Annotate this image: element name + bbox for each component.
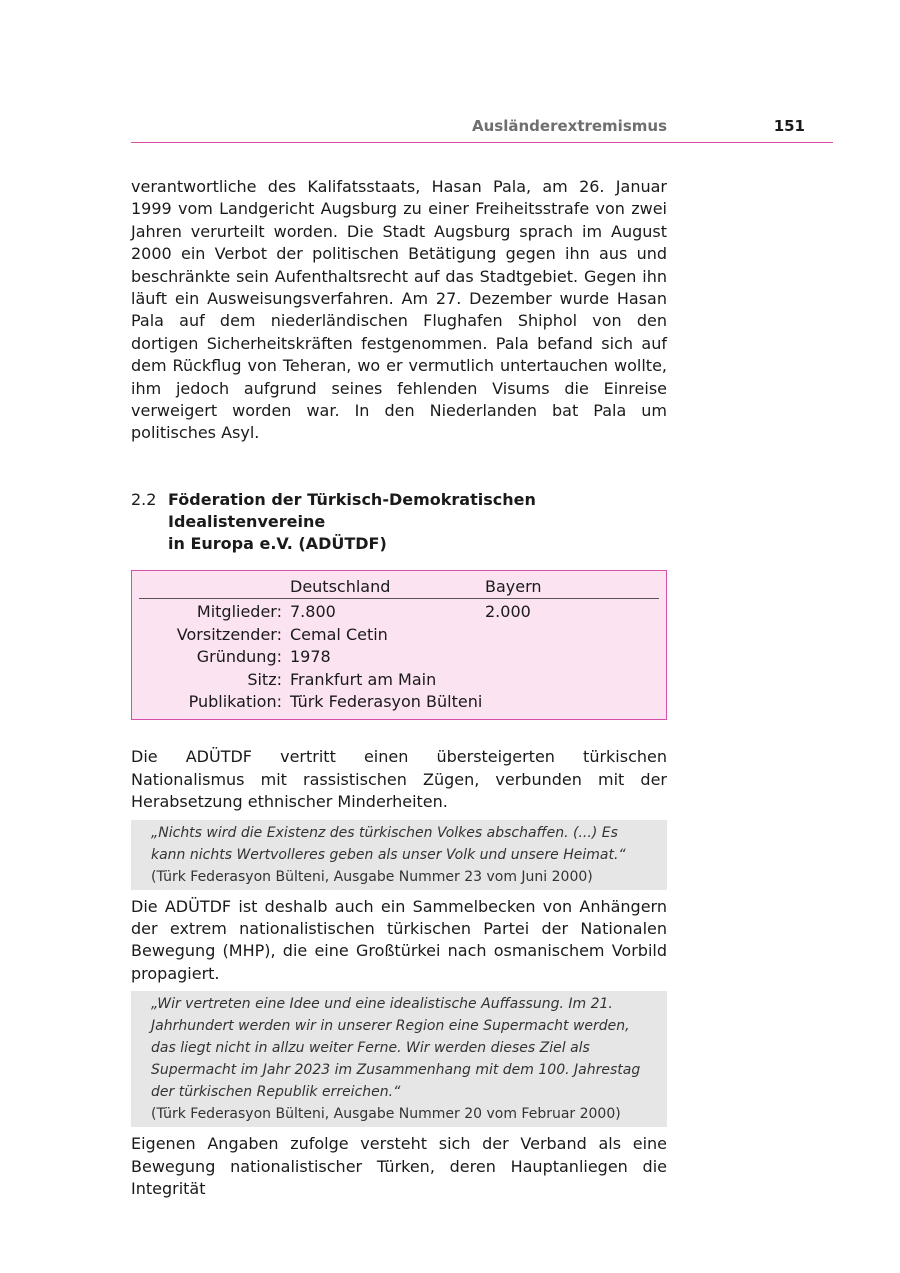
paragraph-kalifatsstaat: verantwortliche des Kalifatsstaats, Hasan Pala, am 26. Januar 1999 vom Landgericht Augsburg zu einer Freiheitsstrafe von zwei Jahren verurteilt worden. Die Stadt Augsburg sprach im August 2000 ein Verbot der politischen Betätigung gegen ihn aus und beschränkte sein Aufenthaltsrecht auf das Stadtgebiet. Gegen ihn läuft ein Ausweisungsverfahren. Am 27. Dezember wurde Hasan Pala auf dem niederländischen Flughafen Shiphol von den dortigen Sicherheitskräften festgenommen. Pala befand sich auf dem Rückflug von Teheran, wo er vermutlich untertauchen wollte, ihm jedoch aufgrund seines fehlenden Visums die Einreise verweigert worden war. In den Niederlanden bat Pala um politisches Asyl. (131, 177, 667, 443)
fact-value-deutschland: Cemal Cetin (290, 624, 388, 644)
fact-row-mitglieder (139, 601, 659, 623)
column-header-bayern: Bayern (485, 576, 542, 596)
fact-value-bayern: 2.000 (485, 602, 531, 622)
quote-box (131, 991, 667, 1127)
quote-text: „Nichts wird die Existenz des türkischen Volkes abschaffen. (...) Es kann nichts Wertvolleres geben als unser Volk und unsere Heimat.“ (151, 824, 626, 863)
paragraph-mhp: Die ADÜTDF ist deshalb auch ein Sammelbecken von Anhängern der extrem nationalistischen türkischen Partei der Nationalen Bewegung (MHP), die eine Großtürkei nach osmanischem Vorbild propagiert. (131, 896, 667, 983)
quote-source: (Türk Federasyon Bülteni, Ausgabe Nummer 23 vom Juni 2000) (151, 868, 593, 885)
page-number: 151 (773, 117, 805, 135)
fact-box-header-spacer (139, 576, 290, 598)
header-title: Ausländerextremismus (472, 117, 667, 135)
quote-text: „Wir vertreten eine Idee und eine idealistische Auffassung. Im 21. Jahrhundert werden wir in unserer Region eine Supermacht werden, das liegt nicht in allzu weiter Ferne. Wir werden dieses Ziel als Supermacht im Jahr 2023 im Zusammenhang mit dem 100. Jahrestag der türkischen Republik erreichen.“ (151, 996, 641, 1101)
fact-label: Mitglieder: (196, 602, 282, 622)
fact-value-bayern (485, 691, 659, 713)
fact-label: Gründung: (196, 647, 282, 667)
fact-row-sitz (139, 669, 659, 691)
fact-value-bayern (485, 669, 659, 691)
section-title (168, 489, 667, 555)
fact-label: Publikation: (188, 691, 282, 711)
section-title-line1: Föderation der Türkisch-Demokratischen Idealistenvereine (168, 489, 536, 531)
paragraph-verband: Eigenen Angaben zufolge versteht sich der Verband als eine Bewegung nationalistischer Türken, deren Hauptanliegen die Integrität (131, 1134, 667, 1198)
fact-value-bayern (485, 624, 659, 646)
page-content (131, 176, 667, 1200)
fact-row-gruendung (139, 646, 659, 668)
paragraph-nationalismus: Die ADÜTDF vertritt einen übersteigerten türkischen Nationalismus mit rassistischen Zügen, verbunden mit der Herabsetzung ethnischer Minderheiten. (131, 747, 667, 812)
quote-source: (Türk Federasyon Bülteni, Ausgabe Nummer 20 vom Februar 2000) (151, 1106, 621, 1123)
fact-value-bayern (485, 646, 659, 668)
quote-box (131, 820, 667, 890)
fact-row-vorsitzender (139, 624, 659, 646)
fact-label: Sitz: (247, 669, 282, 689)
section-heading (131, 489, 667, 555)
fact-label: Vorsitzender: (176, 624, 282, 644)
fact-value-deutschland: 7.800 (290, 602, 336, 622)
fact-value-deutschland: 1978 (290, 647, 331, 667)
column-header-deutschland: Deutschland (290, 576, 391, 596)
fact-box-header (139, 576, 659, 599)
section-number: 2.2 (131, 489, 157, 509)
section-title-line2: in Europa e.V. (ADÜTDF) (168, 533, 387, 553)
fact-value-deutschland: Türk Federasyon Bülteni (290, 691, 483, 711)
running-header (131, 116, 833, 143)
fact-value-deutschland: Frankfurt am Main (290, 669, 437, 689)
fact-box (131, 570, 667, 720)
fact-row-publikation (139, 691, 659, 713)
